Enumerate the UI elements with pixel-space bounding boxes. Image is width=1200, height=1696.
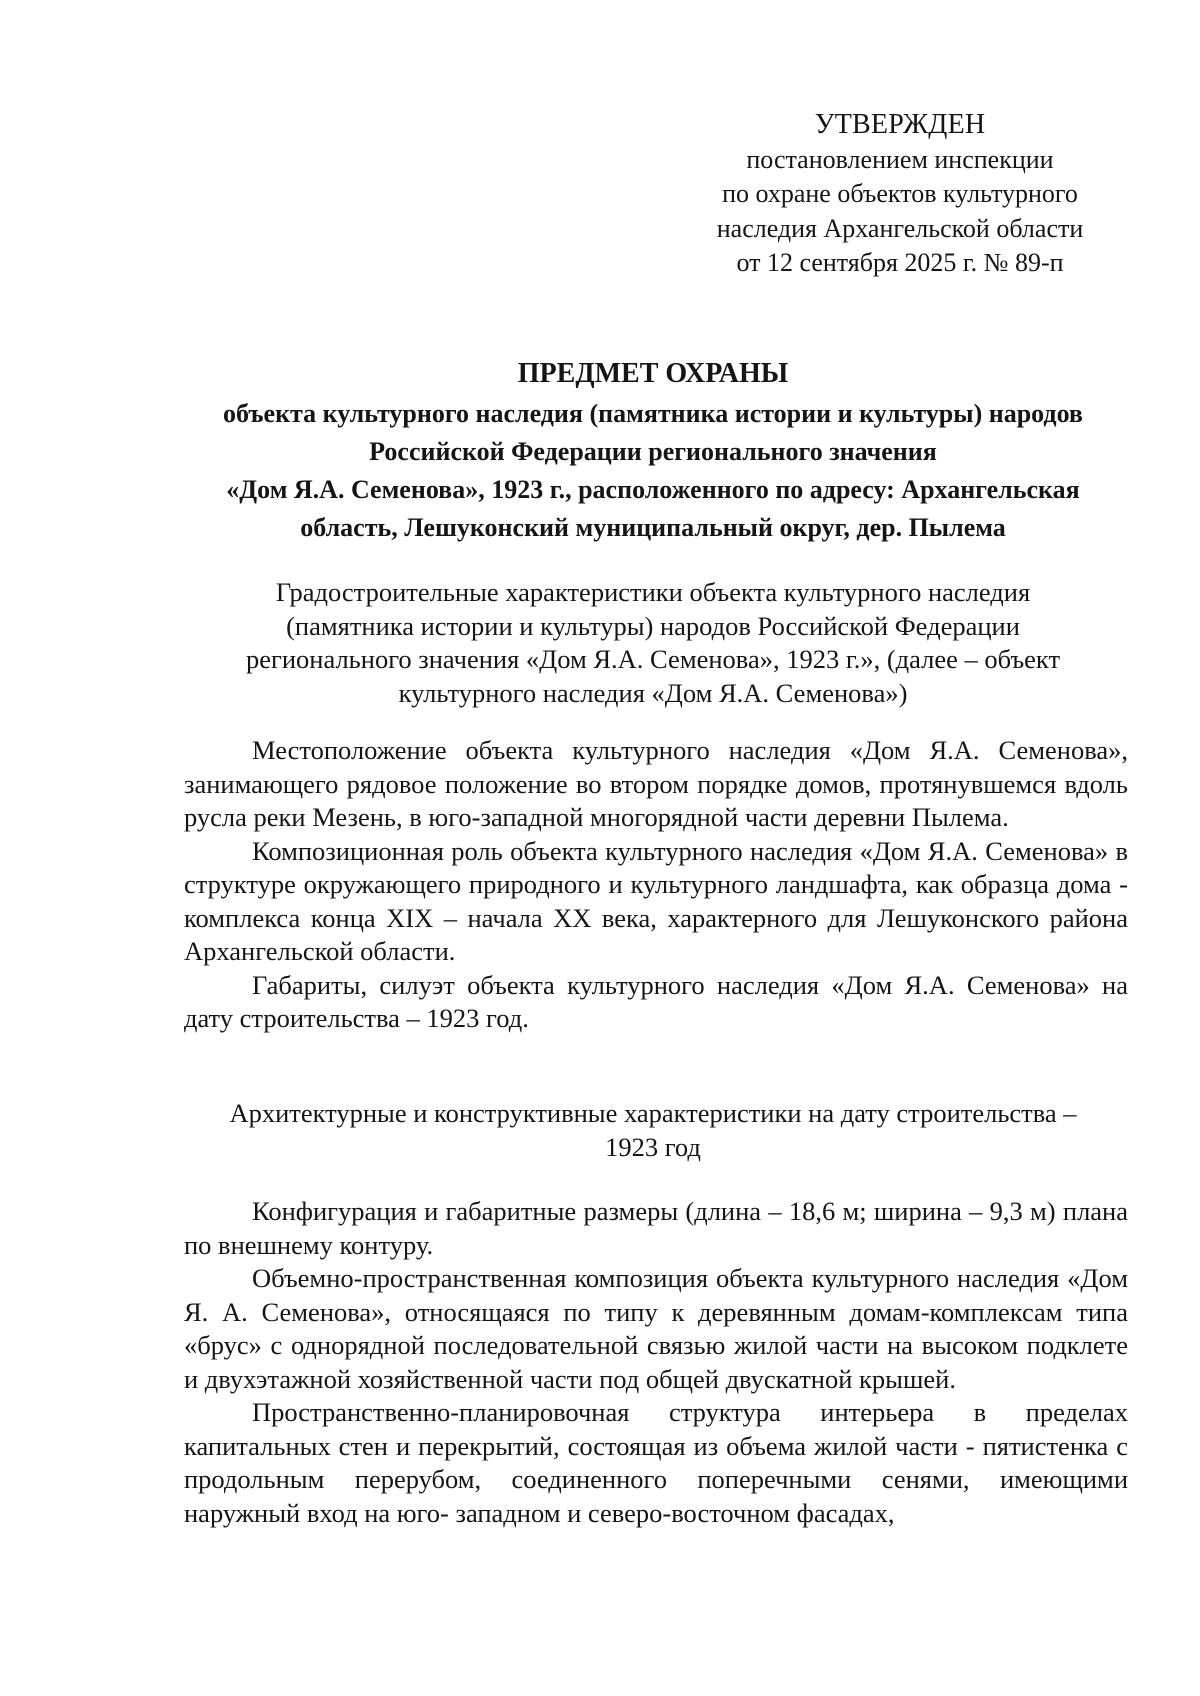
section-heading-urban (178, 576, 1128, 710)
heading-line: Градостроительные характеристики объекта культурного наследия (275, 577, 1031, 607)
approval-date-line: от 12 сентября 2025 г. № 89-п (736, 248, 1064, 277)
heading-line: 1923 год (605, 1131, 701, 1162)
heading-line: (памятника истории и культуры) народов Российской Федерации (286, 610, 1020, 641)
section-heading-architecture (178, 1097, 1128, 1164)
approval-line: наследия Архангельской области (716, 213, 1084, 243)
approval-line: по охране объектов культурного (722, 179, 1078, 208)
title-subline: Российской Федерации регионального значения (369, 437, 937, 466)
title-subline: «Дом Я.А. Семенова», 1923 г., расположенного по адресу: Архангельская (226, 475, 1080, 504)
approval-heading: УТВЕРЖДЕН (814, 109, 986, 140)
body-paragraph: Композиционная роль объекта культурного наследия «Дом Я.А. Семенова» в структуре окружающего природного и культурного ландшафта, как образца дома - комплекса конца XIX – начала XX века, характерного для Лешуконского района Архангельской области. (184, 835, 1128, 966)
body-paragraph: Конфигурация и габаритные размеры (длина – 18,6 м; ширина – 9,3 м) плана по внешнему контуру. (184, 1196, 1128, 1260)
section-body-architecture (184, 1195, 1128, 1530)
section-body-urban (184, 734, 1128, 1036)
document-title-block (178, 355, 1128, 547)
heading-line: регионального значения «Дом Я.А. Семенова», 1923 г.», (далее – объект (245, 644, 1061, 674)
approval-block (690, 108, 1110, 281)
heading-line: Архитектурные и конструктивные характеристики на дату строительства – (229, 1098, 1077, 1128)
heading-line: культурного наследия «Дом Я.А. Семенова») (398, 677, 908, 708)
title-subline: объекта культурного наследия (памятника истории и культуры) народов (223, 399, 1083, 428)
body-paragraph: Габариты, силуэт объекта культурного наследия «Дом Я.А. Семенова» на дату строительства – 1923 год. (184, 969, 1128, 1033)
title-subline: область, Лешуконский муниципальный округ, дер. Пылема (300, 513, 1006, 542)
approval-line: постановлением инспекции (746, 144, 1054, 174)
body-paragraph: Местоположение объекта культурного наследия «Дом Я.А. Семенова», занимающего рядовое положение во втором порядке домов, протянувшемся вдоль русла реки Мезень, в юго-западной многорядной части деревни Пылема. (184, 735, 1128, 832)
document-title: ПРЕДМЕТ ОХРАНЫ (517, 358, 789, 389)
body-paragraph: Пространственно-планировочная структура интерьера в пределах капитальных стен и перекрытий, состоящая из объема жилой части - пятистенка с продольным перерубом, соединенного поперечными сенями, имеющими наружный вход на юго- западном и северо-восточном фасадах, (184, 1397, 1128, 1528)
body-paragraph: Объемно-пространственная композиция объекта культурного наследия «Дом Я. А. Семенова», относящаяся по типу к деревянным домам-комплексам типа «брус» с однорядной последовательной связью жилой части на высоком подклете и двухэтажной хозяйственной части под общей двускатной крышей. (184, 1263, 1128, 1394)
